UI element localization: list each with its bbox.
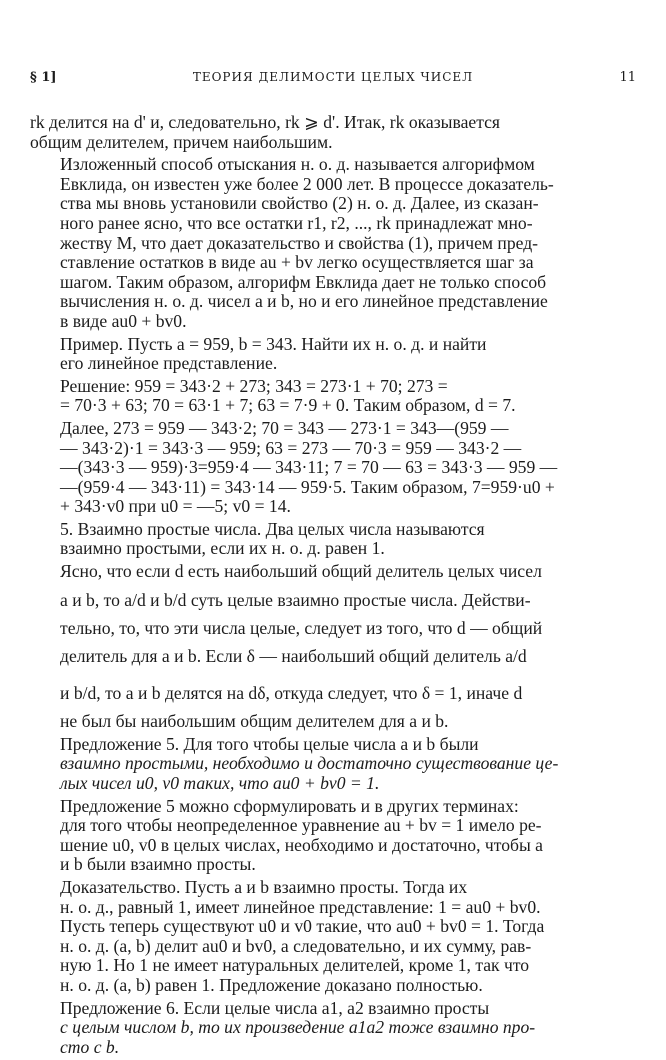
text-line: ную 1. Но 1 не имеет натуральных делителей, кроме 1, так что [60,955,530,976]
paragraph-proposition-6 [30,999,630,1058]
text-line: и b/d, то a и b делятся на dδ, откуда следует, что δ = 1, иначе d [60,683,523,704]
text-line: сто с b. [60,1036,120,1057]
text-line: ного ранее ясно, что все остатки r1, r2, ..., rk принадлежат мно- [60,212,533,233]
text-line: 5. Взаимно простые числа. Два целых числа называются [60,518,485,539]
text-line: + 343·v0 при u0 = —5; v0 = 14. [60,496,291,517]
text-line: Пусть теперь существуют u0 и v0 такие, что au0 + bv0 = 1. Тогда [60,916,545,937]
text-line: н. о. д. (a, b) равен 1. Предложение доказано полностью. [60,974,483,995]
section-marker: § 1] [30,70,57,85]
text-line: = 70·3 + 63; 70 = 63·1 + 7; 63 = 7·9 + 0. Таким образом, d = 7. [60,395,516,416]
text-line: в виде au0 + bv0. [60,310,187,331]
text-line: не был бы наибольшим общим делителем для a и b. [60,711,449,732]
text-line: жеству M, что дает доказательство и свойства (1), причем пред- [60,232,539,253]
text-line: Доказательство. Пусть a и b взаимно просты. Тогда их [60,877,468,897]
text-line: делитель для a и b. Если δ — наибольший общий делитель a/d [60,646,527,667]
text-line: ставление остатков в виде au + bv легко осуществляется шаг за [60,252,534,273]
page-header [30,70,636,90]
text-line: шагом. Таким образом, алгорифм Евклида дает не только способ [60,271,547,292]
text-line: Далее, 273 = 959 — 343·2; 70 = 343 — 273·1 = 343—(959 — [60,417,509,438]
page-body [30,113,630,1060]
text-line: и b были взаимно просты. [60,854,256,875]
text-line: —(959·4 — 343·11) = 343·14 — 959·5. Таким образом, 7=959·u0 + [60,476,555,497]
paragraph-2 [30,155,630,331]
paragraph-further [30,419,630,517]
text-line: — 343·2)·1 = 343·3 — 959; 63 = 273 — 70·3 = 959 — 343·2 — [60,437,522,458]
paragraph-solution [30,377,630,416]
text-line: Предложение 6. Если целые числа a1, a2 взаимно просты [60,997,490,1018]
text-line: Предложение 5. Для того чтобы целые числа a и b были [60,733,479,754]
text-line: —(343·3 — 959)·3=959·4 — 343·11; 7 = 70 — 63 = 343·3 — 959 — [60,457,558,478]
text-line: вычисления н. о. д. чисел a и b, но и его линейное представление [60,291,548,312]
text-line: a и b, то a/d и b/d суть целые взаимно простые числа. Действи- [60,589,531,610]
text-line: н. о. д. (a, b) делит au0 и bv0, а следовательно, и их сумму, рав- [60,935,532,956]
text-line: Предложение 5 можно сформулировать и в других терминах: [60,795,519,816]
text-line: Евклида, он известен уже более 2 000 лет. В процессе доказатель- [60,173,554,194]
running-title: ТЕОРИЯ ДЕЛИМОСТИ ЦЕЛЫХ ЧИСЕЛ [192,70,474,84]
text-line: Решение: 959 = 343·2 + 273; 343 = 273·1 + 70; 273 = [60,375,448,396]
paragraph-example [30,335,630,374]
text-line: Ясно, что если d есть наибольший общий делитель целых чисел [60,561,542,582]
text-line: ства мы вновь установили свойство (2) н. о. д. Далее, из сказан- [60,193,539,214]
text-line: тельно, то, что эти числа целые, следует из того, что d — общий [60,617,543,638]
text-line: с целым числом b, то их произведение a1a2 тоже взаимно про- [60,1017,536,1038]
text-line: Изложенный способ отыскания н. о. д. называется алгорифмом [60,154,535,175]
text-line: н. о. д., равный 1, имеет линейное представление: 1 = au0 + bv0. [60,896,541,917]
text-line: взаимно простыми, необходимо и достаточно существование це- [60,753,559,774]
paragraph-coprime-definition [30,520,630,559]
text-line: лых чисел u0, v0 таких, что au0 + bv0 = 1. [60,773,380,794]
text-line: rk делится на d' и, следовательно, rk ⩾ d'. Итак, rk оказывается [30,112,500,132]
paragraph-proposition-5 [30,735,630,794]
page-number: 11 [619,70,636,85]
text-line: Пример. Пусть a = 959, b = 343. Найти их н. о. д. и найти [60,333,487,354]
text-line: для того чтобы неопределенное уравнение au + bv = 1 имело ре- [60,815,542,836]
paragraph-1 [30,113,630,152]
paragraph-proof [30,878,630,996]
text-line: шение u0, v0 в целых числах, необходимо и достаточно, чтобы a [60,834,543,855]
text-line: взаимно простыми, если их н. о. д. равен 1. [60,538,385,559]
paragraph-reformulation [30,797,630,875]
paragraph-clear [30,562,630,732]
text-line: его линейное представление. [60,353,278,374]
text-line: общим делителем, причем наибольшим. [30,131,333,152]
